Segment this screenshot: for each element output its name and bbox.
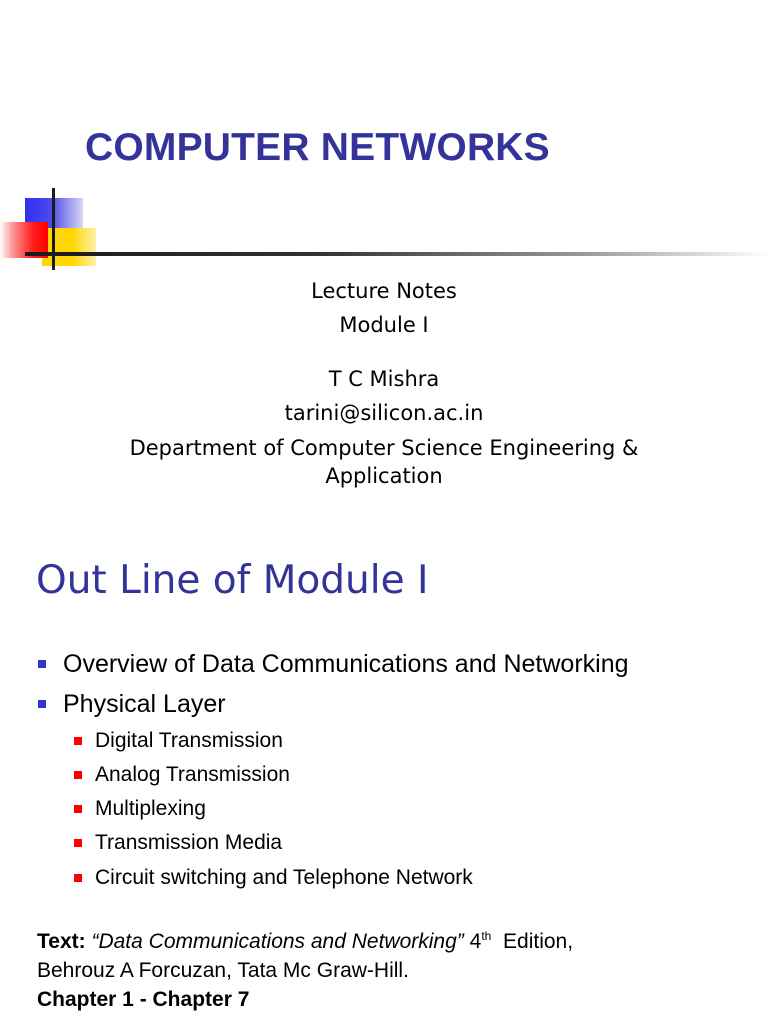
reference-text xyxy=(37,922,573,1014)
module-line: Module I xyxy=(339,313,429,337)
yellow-square xyxy=(42,228,96,266)
edition-word: Edition, xyxy=(503,930,574,953)
vertical-rule xyxy=(52,188,55,270)
edition-number: 4 xyxy=(469,930,482,953)
square-bullet-icon xyxy=(74,737,82,745)
horizontal-rule xyxy=(25,252,768,256)
reference-line-1 xyxy=(37,922,573,956)
reference-chapters: Chapter 1 - Chapter 7 xyxy=(37,988,250,1011)
text-label: Text: xyxy=(37,930,86,953)
edition-suffix: th xyxy=(481,929,492,943)
square-bullet-icon xyxy=(74,874,82,882)
outline-heading: Out Line of Module I xyxy=(36,558,429,603)
department-line-1: Department of Computer Science Engineering & xyxy=(129,436,639,460)
square-bullet-icon xyxy=(74,805,82,813)
author-name: T C Mishra xyxy=(328,367,440,391)
author-email: tarini@silicon.ac.in xyxy=(284,401,484,425)
slide-title: COMPUTER NETWORKS xyxy=(85,126,550,169)
decorative-squares-logo xyxy=(0,186,768,276)
department-line-2: Application xyxy=(325,464,443,488)
reference-authors: Behrouz A Forcuzan, Tata Mc Graw-Hill. xyxy=(37,959,409,982)
book-title: “Data Communications and Networking” xyxy=(91,930,464,953)
square-bullet-icon xyxy=(38,700,46,708)
square-bullet-icon xyxy=(74,839,82,847)
square-bullet-icon xyxy=(38,660,46,668)
square-bullet-icon xyxy=(74,771,82,779)
lecture-notes-line: Lecture Notes xyxy=(311,279,457,303)
